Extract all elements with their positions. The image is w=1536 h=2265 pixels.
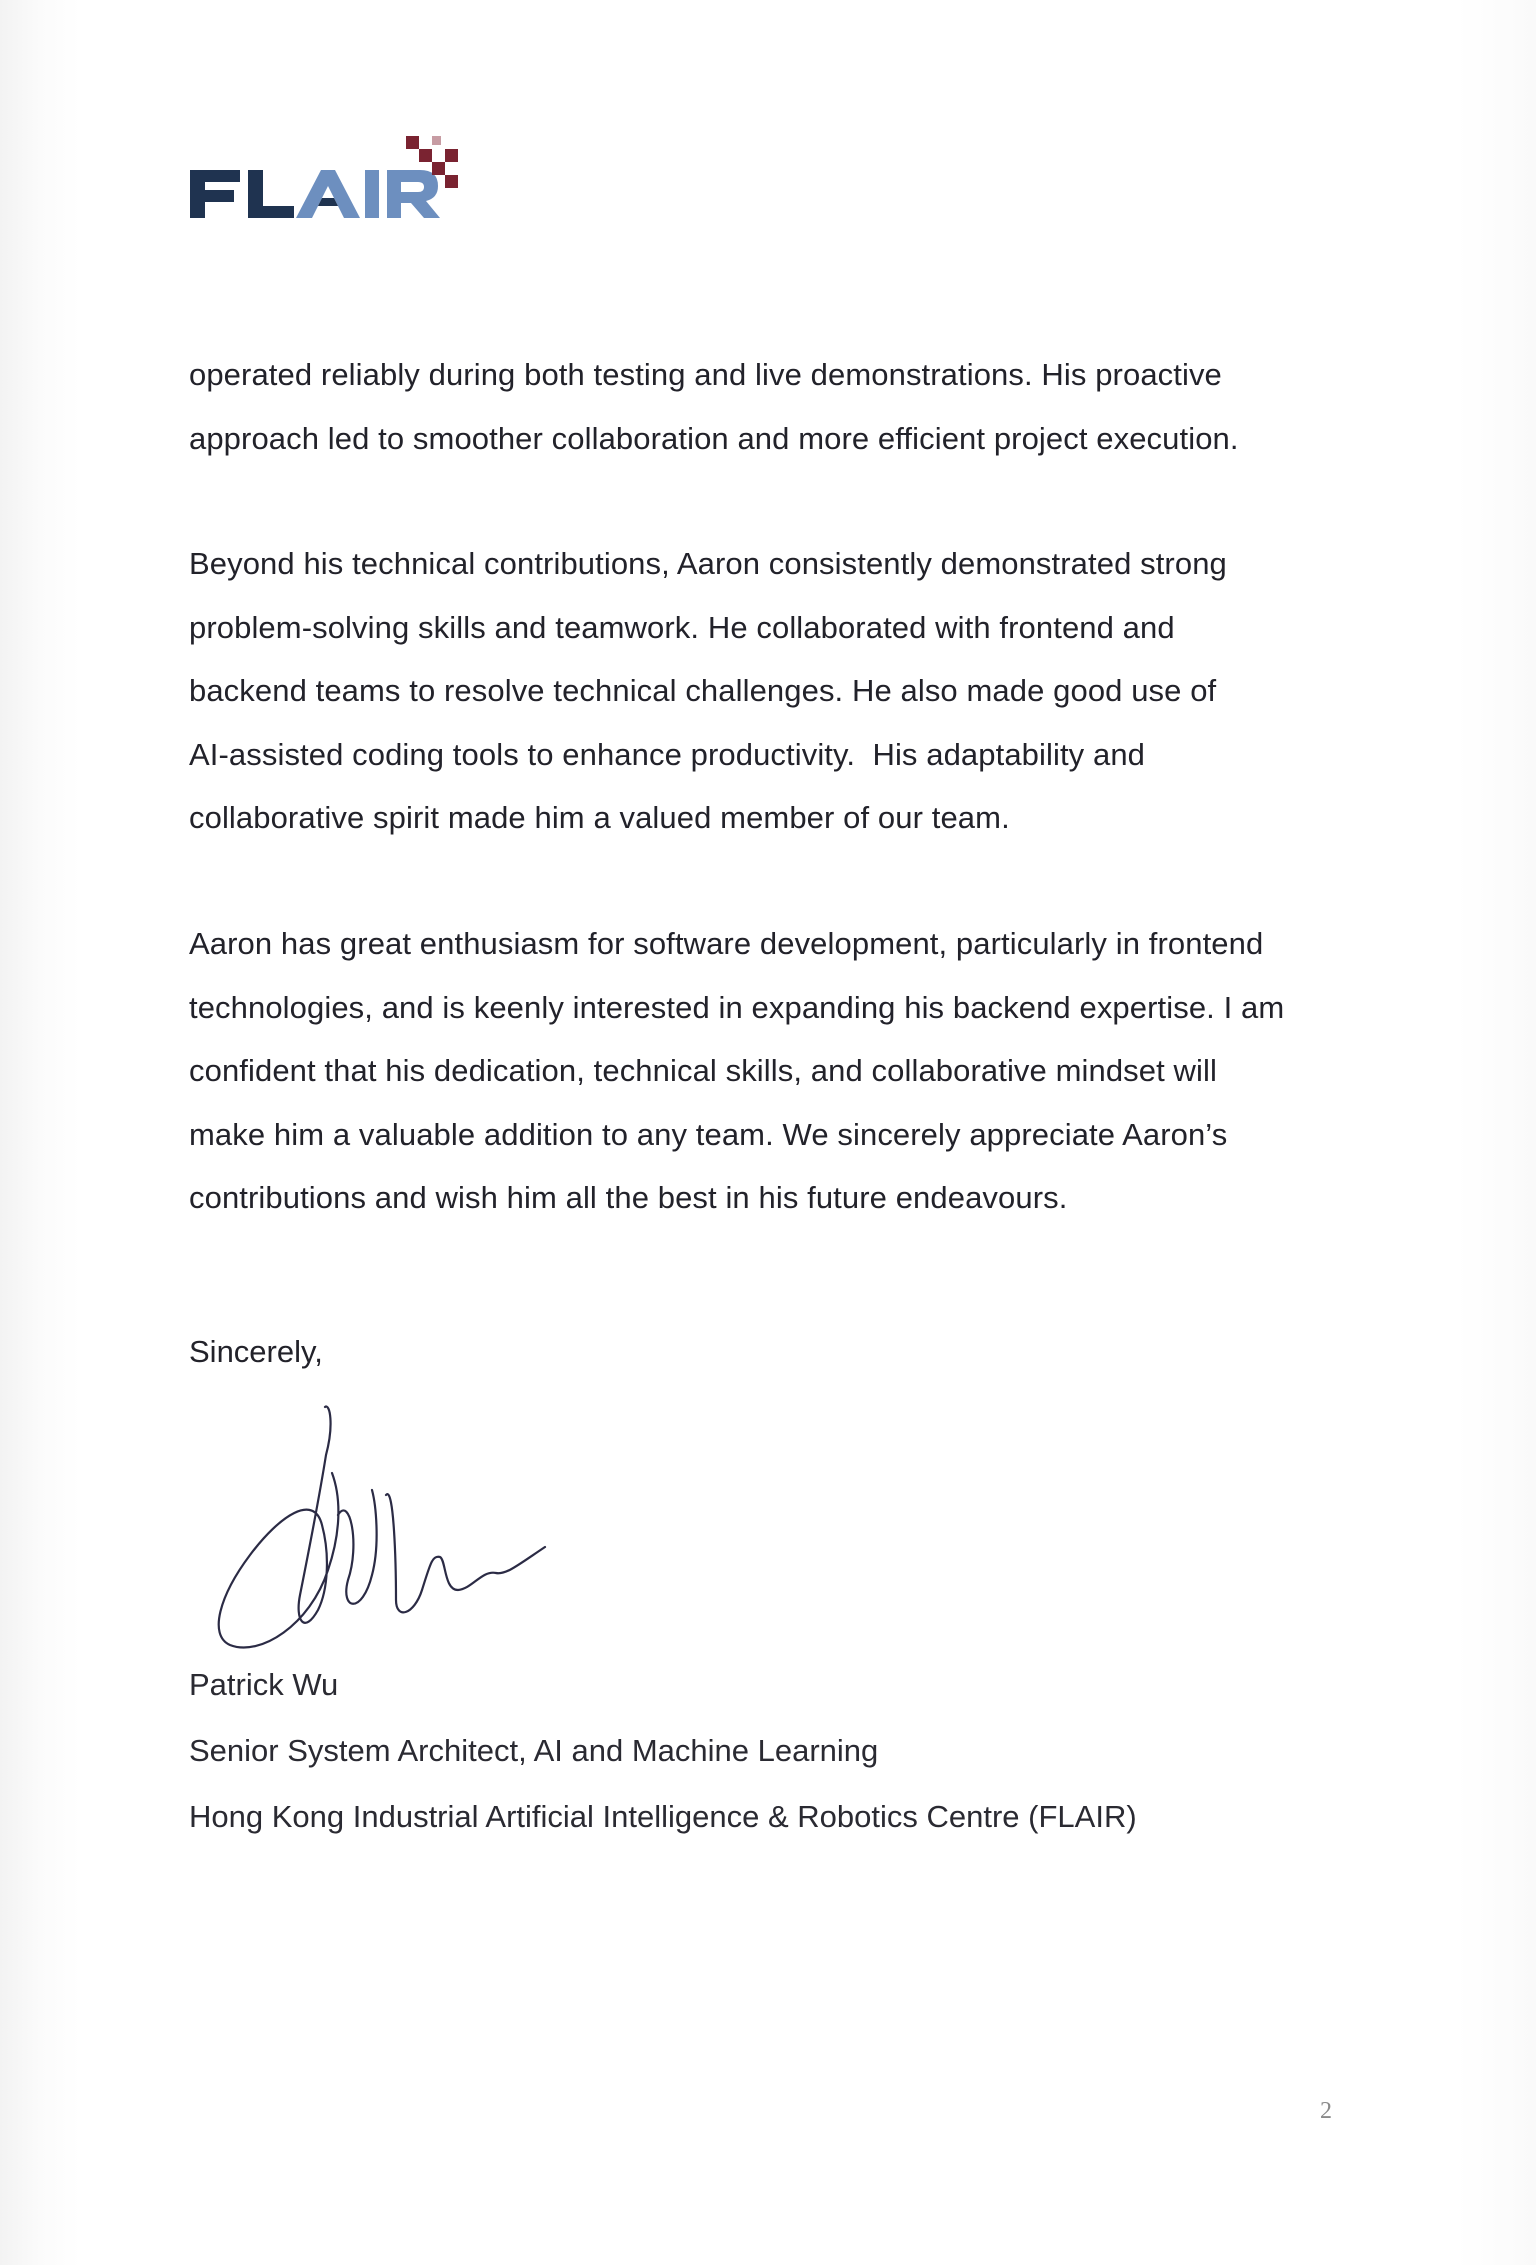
paragraph-2-line-5: collaborative spirit made him a valued member of our team. [189,800,1010,835]
paragraph-2-line-3: backend teams to resolve technical challenges. He also made good use of [189,673,1217,708]
paragraph-3-line-1: Aaron has great enthusiasm for software development, particularly in frontend [189,926,1264,961]
signatory-name: Patrick Wu [189,1667,339,1702]
handwritten-signature [200,1395,560,1655]
signature-graphic [200,1395,560,1655]
flair-logo-graphic [188,132,468,232]
paragraph-3 [189,912,1369,1230]
paragraph-3-line-4: make him a valuable addition to any team. We sincerely appreciate Aaron’s [189,1116,1228,1152]
paragraph-3-line-2: technologies, and is keenly interested in expanding his backend expertise. I am [189,989,1285,1025]
paragraph-2 [189,532,1369,850]
signatory-organization: Hong Kong Industrial Artificial Intelligence & Robotics Centre (FLAIR) [189,1799,1137,1834]
signatory-title: Senior System Architect, AI and Machine Learning [189,1733,879,1768]
flair-logo [188,132,468,232]
paragraph-1-line-1: operated reliably during both testing and live demonstrations. His proactive [189,357,1222,392]
closing-salutation: Sincerely, [189,1334,323,1369]
paragraph-1 [189,343,1369,470]
paragraph-3-line-3: confident that his dedication, technical skills, and collaborative mindset will [189,1053,1217,1088]
paragraph-2-line-2: problem-solving skills and teamwork. He collaborated with frontend and [189,609,1175,645]
page-number: 2 [1320,2098,1332,2124]
signatory-block [189,1652,1137,1850]
paragraph-2-line-4: AI-assisted coding tools to enhance productivity. His adaptability and [189,736,1146,772]
paragraph-1-line-2: approach led to smoother collaboration and more efficient project execution. [189,420,1239,456]
paragraph-2-line-1: Beyond his technical contributions, Aaron consistently demonstrated strong [189,546,1227,581]
paragraph-3-line-5: contributions and wish him all the best in his future endeavours. [189,1180,1068,1215]
